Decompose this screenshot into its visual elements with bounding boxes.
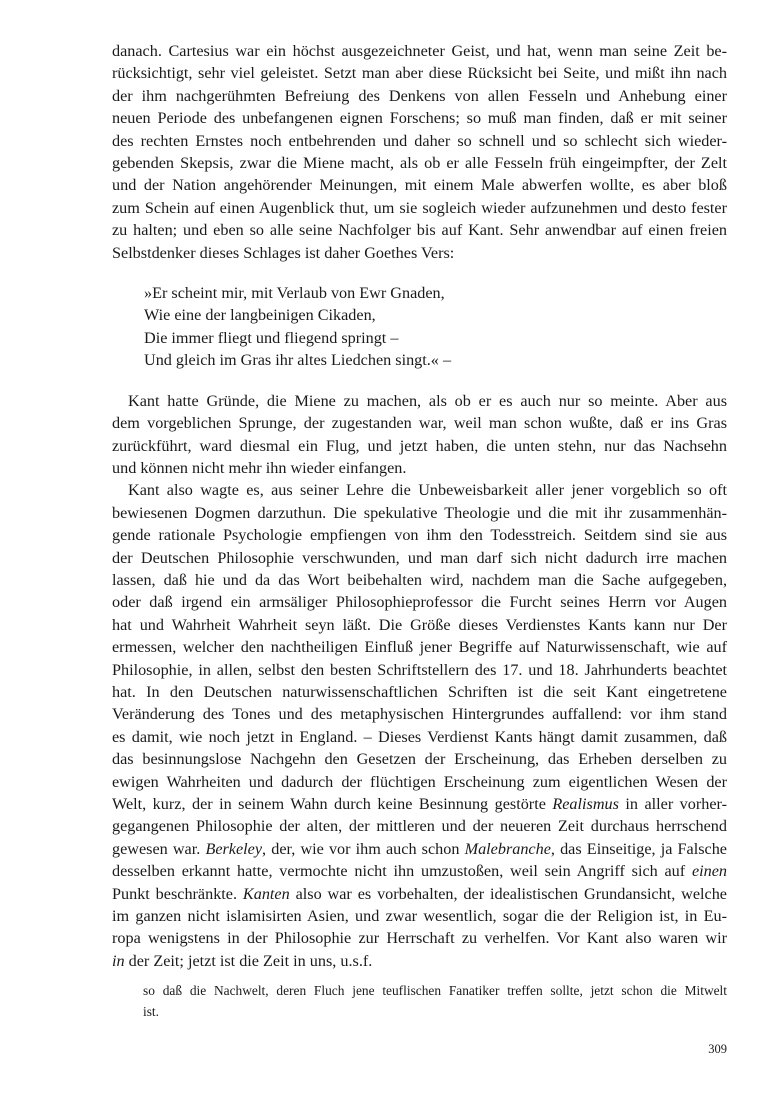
text-line: danach. Cartesius war ein höchst ausgezeichneter Geist, und hat, wenn man seine Zeit be- bbox=[112, 42, 727, 60]
text-run: gewesen war. bbox=[112, 839, 206, 858]
text-line: Selbstdenker dieses Schlages ist daher Goethes Vers: bbox=[112, 243, 455, 262]
verse-line: Wie eine der langbeinigen Cikaden, bbox=[144, 306, 376, 325]
paragraph-2 bbox=[112, 390, 727, 480]
emphasis-realismus: Realismus bbox=[552, 795, 619, 813]
text-run: , das Einseitige, ja Falsche bbox=[550, 839, 727, 858]
text-line: ermessen, welcher den nachtheiligen Einfluß jener Begriffe auf Naturwissenschaft, wie auf bbox=[112, 638, 727, 657]
text-run: , der, wie vor ihm auch schon bbox=[262, 839, 465, 858]
footnote-line: so daß die Nachwelt, deren Fluch jene teuflischen Fanatiker treffen sollte, jetzt schon die Mitwelt bbox=[143, 983, 727, 998]
verse-line: »Er scheint mir, mit Verlaub von Ewr Gnaden, bbox=[144, 284, 445, 303]
text-line: Kant also wagte es, aus seiner Lehre die Unbeweisbarkeit aller jener vorgeblich so oft bbox=[128, 481, 727, 500]
text-line: rücksichtigt, sehr viel geleistet. Setzt man aber diese Rücksicht bei Seite, und mißt ihn nach bbox=[112, 64, 727, 83]
emphasis-kanten: Kanten bbox=[242, 884, 290, 903]
text-run: also war es vorbehalten, der idealistischen Grundansicht, welche bbox=[289, 884, 727, 903]
emphasis-berkeley: Berkeley bbox=[205, 839, 263, 858]
goethe-verse-quote bbox=[144, 282, 727, 372]
text-line: der ihm nachgerühmten Befreiung des Denkens von allen Fesseln und Anhebung einer bbox=[112, 86, 727, 105]
text-line: lassen, daß hie und da das Wort beibehalten wird, nachdem man die Sache aufgegeben, bbox=[112, 570, 727, 589]
text-line: oder daß irgend ein armsäliger Philosophieprofessor die Furcht seines Herrn vor Augen bbox=[112, 593, 727, 612]
footnote bbox=[143, 980, 727, 1022]
verse-line: Und gleich im Gras ihr altes Liedchen singt.« – bbox=[144, 351, 452, 370]
text-line: im ganzen nicht islamisirten Asien, und zwar wesentlich, sogar die der Religion ist, in Eu- bbox=[112, 907, 727, 926]
text-line: es damit, wie noch jetzt in England. – Dieses Verdienst Kants hängt damit zusammen, daß bbox=[112, 727, 727, 746]
text-run: Punkt beschränkte. bbox=[112, 884, 243, 903]
text-line bbox=[112, 793, 727, 815]
text-line: gende rationale Psychologie empfiengen von ihm den Todesstreich. Seitdem sind sie aus bbox=[112, 526, 727, 545]
text-line bbox=[112, 883, 727, 905]
emphasis-malebranche: Malebranche bbox=[464, 839, 551, 858]
text-line: hat und Wahrheit Wahrheit seyn läßt. Die Größe dieses Verdienstes Kants kann nur Der bbox=[112, 615, 727, 634]
text-line bbox=[112, 860, 727, 882]
text-line: und können nicht mehr ihn wieder einfangen. bbox=[112, 458, 407, 477]
text-run: der Zeit; jetzt ist die Zeit in uns, u.s.f. bbox=[124, 951, 373, 970]
text-line bbox=[112, 838, 727, 860]
verse-line: Die immer fliegt und fliegend springt – bbox=[144, 328, 399, 347]
text-line: gebenden Skepsis, zwar die Miene macht, als ob er alle Fesseln früh eingeimpfter, der Zelt bbox=[112, 154, 727, 173]
text-line: zum Schein auf einen Augenblick thut, um sie sogleich wieder aufzunehmen und desto fester bbox=[112, 198, 727, 217]
emphasis-einen: einen bbox=[691, 862, 727, 881]
text-line: und der Nation angehörender Meinungen, mit einem Male abwerfen wollte, es aber bloß bbox=[112, 176, 727, 195]
text-run: Welt, kurz, der in seinem Wahn durch keine Besinnung gestörte bbox=[112, 795, 553, 813]
page-number: 309 bbox=[708, 1042, 727, 1056]
text-line: ewigen Wahrheiten und dadurch der flüchtigen Erscheinung zum eigentlichen Wesen der bbox=[112, 772, 727, 791]
text-line: Veränderung des Tones und des metaphysischen Hintergrundes auffallend: vor ihm stand bbox=[112, 705, 727, 724]
text-line: ropa wenigstens in der Philosophie zur Herrschaft zu verhelfen. Vor Kant also waren wir bbox=[112, 929, 727, 948]
text-line: hat. In den Deutschen naturwissenschaftlichen Schriften ist die seit Kant eingetretene bbox=[112, 682, 727, 701]
text-line: des rechten Ernstes noch entbehrenden und daher so schnell und so schlecht sich wieder- bbox=[112, 131, 727, 150]
text-line: gegangenen Philosophie der alten, der mittleren und der neueren Zeit durchaus herrschend bbox=[112, 817, 727, 836]
paragraph-1 bbox=[112, 40, 727, 264]
text-line: dem vorgeblichen Sprunge, der zugestanden war, weil man schon wußte, daß er ins Gras bbox=[112, 414, 727, 433]
footnote-line: ist. bbox=[143, 1004, 159, 1019]
paragraph-3 bbox=[112, 479, 727, 972]
text-line: der Deutschen Philosophie verschwunden, und man darf sich nicht dadurch irre machen bbox=[112, 548, 727, 567]
text-line: Kant hatte Gründe, die Miene zu machen, als ob er es auch nur so meinte. Aber aus bbox=[128, 391, 727, 410]
text-line: zu halten; und eben so alle seine Nachfolger bis auf Kant. Sehr anwendbar auf einen freien bbox=[112, 221, 727, 240]
emphasis-in: in bbox=[112, 951, 125, 970]
page-body bbox=[112, 40, 727, 972]
text-run: desselben erkannt hatte, vermochte nicht ihn umzustoßen, weil sein Angriff sich auf bbox=[112, 862, 692, 881]
text-line: das besinnungslose Nachgehn den Gesetzen der Erscheinung, das Erheben derselben zu bbox=[112, 750, 727, 769]
text-run: in aller vorher- bbox=[618, 795, 727, 813]
text-line: Philosophie, in allen, selbst den besten Schriftstellern des 17. und 18. Jahrhunderts beachtet bbox=[112, 660, 727, 679]
text-line: neuen Periode des unbefangenen eignen Forschens; so muß man finden, daß er mit seiner bbox=[112, 109, 727, 128]
text-line: bewiesenen Dogmen darzuthun. Die spekulative Theologie und die mit ihr zusammenhän- bbox=[112, 503, 727, 522]
text-line bbox=[112, 950, 727, 972]
text-line: zurückführt, ward diesmal ein Flug, und jetzt haben, die unten stehn, nur das Nachsehn bbox=[112, 436, 727, 455]
